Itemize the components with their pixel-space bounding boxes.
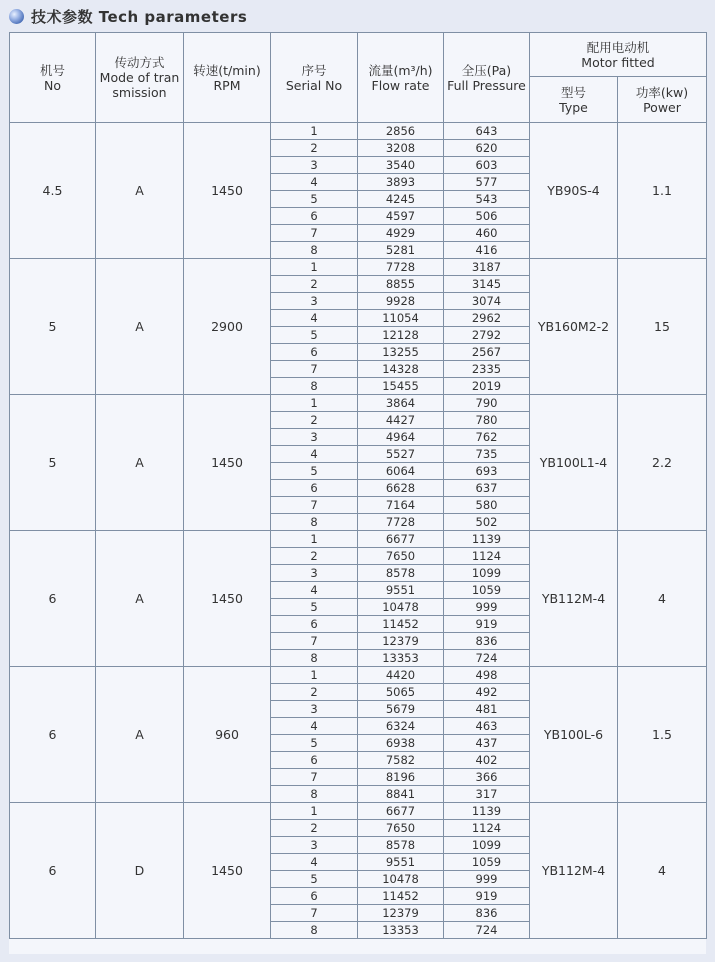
cell-flow: 12379 (358, 905, 444, 922)
cell-no: 6 (10, 667, 96, 803)
cell-serial: 2 (271, 820, 358, 837)
cell-serial: 4 (271, 446, 358, 463)
cell-pressure: 790 (444, 395, 530, 412)
cell-flow: 10478 (358, 599, 444, 616)
table-row (10, 259, 707, 276)
cell-serial: 5 (271, 735, 358, 752)
cell-flow: 13255 (358, 344, 444, 361)
cell-pressure: 620 (444, 140, 530, 157)
cell-transmission: A (96, 531, 184, 667)
cell-flow: 6677 (358, 531, 444, 548)
cell-flow: 8841 (358, 786, 444, 803)
cell-power: 1.1 (618, 123, 707, 259)
cell-serial: 4 (271, 174, 358, 191)
cell-pressure: 836 (444, 905, 530, 922)
cell-no: 5 (10, 259, 96, 395)
cell-pressure: 1059 (444, 582, 530, 599)
cell-serial: 4 (271, 310, 358, 327)
cell-flow: 13353 (358, 922, 444, 939)
cell-pressure: 999 (444, 871, 530, 888)
cell-power: 4 (618, 531, 707, 667)
cell-serial: 4 (271, 854, 358, 871)
cell-flow: 3208 (358, 140, 444, 157)
cell-serial: 1 (271, 667, 358, 684)
cell-pressure: 1124 (444, 820, 530, 837)
cell-flow: 8196 (358, 769, 444, 786)
cell-flow: 4929 (358, 225, 444, 242)
col-header-type: 型号 Type (530, 77, 618, 123)
cell-flow: 4964 (358, 429, 444, 446)
cell-flow: 7728 (358, 259, 444, 276)
cell-transmission: D (96, 803, 184, 939)
cell-serial: 5 (271, 463, 358, 480)
cell-pressure: 2792 (444, 327, 530, 344)
cell-flow: 3864 (358, 395, 444, 412)
cell-flow: 10478 (358, 871, 444, 888)
cell-transmission: A (96, 123, 184, 259)
cell-flow: 7582 (358, 752, 444, 769)
cell-rpm: 960 (184, 667, 271, 803)
cell-serial: 7 (271, 497, 358, 514)
cell-flow: 9551 (358, 582, 444, 599)
cell-pressure: 724 (444, 650, 530, 667)
cell-rpm: 2900 (184, 259, 271, 395)
cell-serial: 8 (271, 242, 358, 259)
cell-flow: 4245 (358, 191, 444, 208)
cell-pressure: 366 (444, 769, 530, 786)
cell-pressure: 463 (444, 718, 530, 735)
cell-serial: 6 (271, 888, 358, 905)
cell-flow: 4597 (358, 208, 444, 225)
tech-parameters-table (9, 32, 707, 939)
cell-serial: 2 (271, 140, 358, 157)
cell-flow: 11452 (358, 888, 444, 905)
cell-serial: 8 (271, 650, 358, 667)
cell-pressure: 502 (444, 514, 530, 531)
cell-serial: 3 (271, 565, 358, 582)
cell-flow: 3893 (358, 174, 444, 191)
cell-no: 5 (10, 395, 96, 531)
cell-rpm: 1450 (184, 395, 271, 531)
cell-pressure: 2019 (444, 378, 530, 395)
cell-pressure: 577 (444, 174, 530, 191)
cell-serial: 7 (271, 225, 358, 242)
cell-serial: 7 (271, 633, 358, 650)
cell-pressure: 643 (444, 123, 530, 140)
cell-serial: 1 (271, 123, 358, 140)
cell-pressure: 1099 (444, 565, 530, 582)
cell-flow: 8855 (358, 276, 444, 293)
cell-pressure: 492 (444, 684, 530, 701)
col-header-transmission: 传动方式 Mode of tran smission (96, 33, 184, 123)
cell-pressure: 543 (444, 191, 530, 208)
cell-pressure: 919 (444, 616, 530, 633)
cell-serial: 3 (271, 837, 358, 854)
cell-pressure: 2335 (444, 361, 530, 378)
cell-flow: 6064 (358, 463, 444, 480)
cell-flow: 7164 (358, 497, 444, 514)
cell-pressure: 3187 (444, 259, 530, 276)
cell-power: 2.2 (618, 395, 707, 531)
cell-pressure: 836 (444, 633, 530, 650)
cell-rpm: 1450 (184, 803, 271, 939)
col-header-no: 机号 No (10, 33, 96, 123)
cell-no: 6 (10, 803, 96, 939)
cell-flow: 7728 (358, 514, 444, 531)
cell-flow: 9928 (358, 293, 444, 310)
cell-pressure: 437 (444, 735, 530, 752)
cell-serial: 8 (271, 378, 358, 395)
cell-serial: 1 (271, 259, 358, 276)
cell-flow: 4427 (358, 412, 444, 429)
cell-pressure: 2962 (444, 310, 530, 327)
cell-flow: 5281 (358, 242, 444, 259)
cell-serial: 8 (271, 922, 358, 939)
table-row (10, 803, 707, 820)
cell-serial: 1 (271, 395, 358, 412)
cell-flow: 8578 (358, 837, 444, 854)
cell-transmission: A (96, 259, 184, 395)
cell-motor-type: YB160M2-2 (530, 259, 618, 395)
col-header-power: 功率(kw) Power (618, 77, 707, 123)
col-header-pressure: 全压(Pa) Full Pressure (444, 33, 530, 123)
cell-serial: 6 (271, 208, 358, 225)
cell-serial: 7 (271, 769, 358, 786)
cell-no: 6 (10, 531, 96, 667)
cell-pressure: 1124 (444, 548, 530, 565)
cell-flow: 12379 (358, 633, 444, 650)
cell-pressure: 3074 (444, 293, 530, 310)
cell-serial: 3 (271, 429, 358, 446)
cell-power: 15 (618, 259, 707, 395)
cell-pressure: 498 (444, 667, 530, 684)
cell-flow: 7650 (358, 548, 444, 565)
table-body (10, 123, 707, 939)
cell-serial: 5 (271, 191, 358, 208)
cell-pressure: 999 (444, 599, 530, 616)
cell-motor-type: YB112M-4 (530, 803, 618, 939)
cell-transmission: A (96, 667, 184, 803)
cell-pressure: 506 (444, 208, 530, 225)
cell-pressure: 416 (444, 242, 530, 259)
col-header-speed: 转速(t/min) RPM (184, 33, 271, 123)
section-title (9, 6, 247, 26)
cell-serial: 1 (271, 531, 358, 548)
cell-serial: 6 (271, 344, 358, 361)
cell-serial: 8 (271, 786, 358, 803)
cell-flow: 3540 (358, 157, 444, 174)
col-header-serial: 序号 Serial No (271, 33, 358, 123)
cell-flow: 6938 (358, 735, 444, 752)
cell-serial: 2 (271, 276, 358, 293)
cell-flow: 12128 (358, 327, 444, 344)
bullet-icon (9, 9, 24, 24)
cell-pressure: 460 (444, 225, 530, 242)
cell-serial: 6 (271, 752, 358, 769)
cell-serial: 5 (271, 871, 358, 888)
cell-flow: 15455 (358, 378, 444, 395)
cell-flow: 11054 (358, 310, 444, 327)
cell-serial: 7 (271, 905, 358, 922)
cell-pressure: 580 (444, 497, 530, 514)
page-title: 技术参数 Tech parameters (31, 7, 248, 26)
col-header-motor: 配用电动机 Motor fitted (530, 33, 707, 77)
cell-pressure: 637 (444, 480, 530, 497)
cell-pressure: 780 (444, 412, 530, 429)
cell-serial: 6 (271, 480, 358, 497)
cell-pressure: 724 (444, 922, 530, 939)
cell-serial: 5 (271, 327, 358, 344)
cell-serial: 5 (271, 599, 358, 616)
cell-pressure: 2567 (444, 344, 530, 361)
cell-pressure: 3145 (444, 276, 530, 293)
cell-serial: 2 (271, 684, 358, 701)
cell-flow: 6677 (358, 803, 444, 820)
cell-motor-type: YB100L-6 (530, 667, 618, 803)
cell-serial: 3 (271, 157, 358, 174)
cell-flow: 5065 (358, 684, 444, 701)
cell-flow: 6324 (358, 718, 444, 735)
cell-pressure: 1139 (444, 531, 530, 548)
cell-serial: 1 (271, 803, 358, 820)
cell-pressure: 481 (444, 701, 530, 718)
cell-transmission: A (96, 395, 184, 531)
cell-flow: 13353 (358, 650, 444, 667)
cell-serial: 2 (271, 548, 358, 565)
cell-serial: 4 (271, 718, 358, 735)
col-header-flow: 流量(m³/h) Flow rate (358, 33, 444, 123)
cell-no: 4.5 (10, 123, 96, 259)
cell-serial: 7 (271, 361, 358, 378)
table-row (10, 531, 707, 548)
cell-motor-type: YB100L1-4 (530, 395, 618, 531)
cell-pressure: 762 (444, 429, 530, 446)
cell-power: 1.5 (618, 667, 707, 803)
cell-pressure: 1059 (444, 854, 530, 871)
cell-motor-type: YB90S-4 (530, 123, 618, 259)
cell-flow: 7650 (358, 820, 444, 837)
cell-pressure: 1099 (444, 837, 530, 854)
cell-rpm: 1450 (184, 123, 271, 259)
cell-flow: 2856 (358, 123, 444, 140)
cell-pressure: 603 (444, 157, 530, 174)
cell-flow: 6628 (358, 480, 444, 497)
cell-serial: 3 (271, 293, 358, 310)
cell-flow: 14328 (358, 361, 444, 378)
cell-power: 4 (618, 803, 707, 939)
cell-flow: 11452 (358, 616, 444, 633)
cell-serial: 6 (271, 616, 358, 633)
cell-flow: 5527 (358, 446, 444, 463)
parameters-sheet (9, 32, 706, 954)
table-row (10, 123, 707, 140)
cell-rpm: 1450 (184, 531, 271, 667)
cell-flow: 8578 (358, 565, 444, 582)
table-row (10, 667, 707, 684)
cell-pressure: 919 (444, 888, 530, 905)
cell-serial: 4 (271, 582, 358, 599)
cell-flow: 9551 (358, 854, 444, 871)
table-row (10, 395, 707, 412)
cell-flow: 5679 (358, 701, 444, 718)
cell-serial: 3 (271, 701, 358, 718)
cell-motor-type: YB112M-4 (530, 531, 618, 667)
cell-pressure: 1139 (444, 803, 530, 820)
cell-pressure: 317 (444, 786, 530, 803)
cell-pressure: 693 (444, 463, 530, 480)
cell-serial: 2 (271, 412, 358, 429)
cell-pressure: 735 (444, 446, 530, 463)
cell-serial: 8 (271, 514, 358, 531)
cell-pressure: 402 (444, 752, 530, 769)
cell-flow: 4420 (358, 667, 444, 684)
